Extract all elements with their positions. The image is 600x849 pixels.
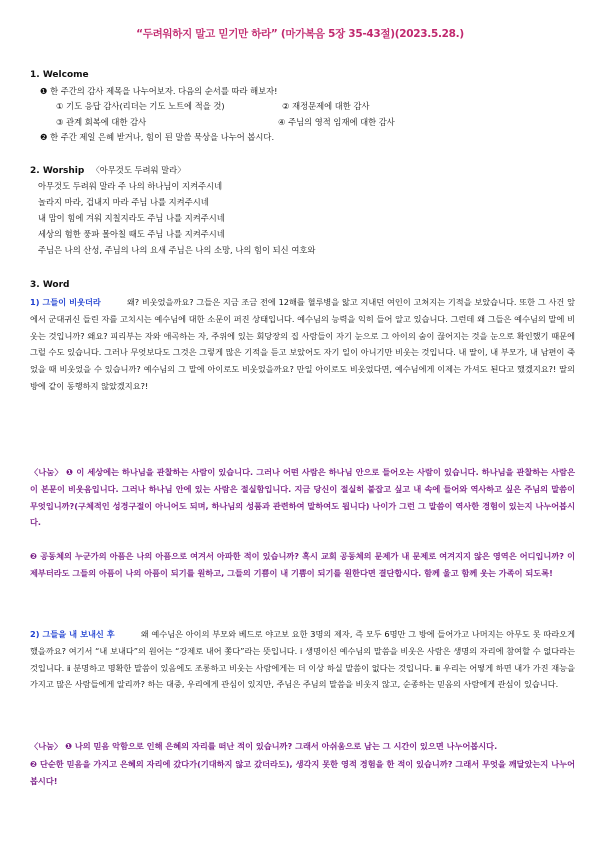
word-point-2-text: 왜 예수님은 아이의 부모와 베드로 야고보 요한 3명의 제자, 즉 모두 6명만 그 방에 들어가고 나머지는 아무도 못 따라오게 했을까요? 여기서 “내 보내다”의 원어는 “강제로 내어 쫓다”라는 뜻입니다. ⅰ 생명이신 예수님의 말씀을 비웃은 사람은 생명의 자리에 참여할 수 없다라는 것입니다. ⅱ 분명하고 명확한 말씀이 있음에도 조롱하고 비웃는 사람에게는 더 이상 하실 말씀이 없다는 것입니다. ⅲ 우리는 어떻게 하면 내가 가진 재능을 가지고 많은 사람들에게 알리까? 하는 대중, 우리에게 관심이 있지만, 주님은 주님의 말씀을 비웃지 않고, 순종하는 믿음의 사람에게 관심이 있습니다. — [30, 629, 575, 690]
worship-song-title: 〈아무것도 두려워 말라〉 — [91, 165, 186, 175]
worship-heading — [30, 164, 186, 176]
welcome-item-2: ❷ 한 주간 제일 은혜 받거나, 힘이 된 말씀 묵상을 나누어 봅시다. — [40, 132, 275, 142]
lyric-line: 내 맘이 힘에 겨워 지칠지라도 주님 나를 지켜주시네 — [38, 213, 225, 223]
sharing-label: 〈나눔〉 — [30, 467, 63, 477]
word-point-1-text: 왜? 비웃었을까요? 그들은 지금 조금 전에 12해를 혈루병을 앓고 지내던 여인이 고쳐지는 기적을 보았습니다. 또한 그 사건 앞에서 군대귀신 들린 자를 고치시는 예수님에 대한 소문이 퍼진 상태입니다. 예수님의 능력을 익히 들어 알고 있습니다. 그런데 왜 그들은 예수님의 말에 비웃는 것입니까? 왜요? 피리부는 자와 애곡하는 자, 주위에 있는 회당장의 집 사람들이 자기 눈으로 그 아이의 숨이 끊어지는 것을 눈으로 확인했기 때문에 그럴 수도 있습니다. 그러나 무엇보다도 그것은 그렇게 많은 기적을 듣고 보았어도 자기 일이 아니기만 비웃는 것입니다. 내 딸이, 내 부모가, 내 남편이 죽었을 때 비웃었을 수 있습니까? 예수님의 그 말에 아이로도 비웃었을까요? 만일 아이로도 비웃었다면, 예수님에게 이제는 가셔도 된다고 했겠지요?! 딸의 방에 같이 동행하지 않았겠지요?! — [30, 297, 575, 391]
word-point-2-title: 2) 그들을 내 보내신 후 — [30, 629, 115, 639]
word-point-1-title: 1) 그들이 비웃더라 — [30, 297, 101, 307]
welcome-heading: 1. Welcome — [30, 70, 89, 80]
sharing-question-1a: ❶ 이 세상에는 하나님을 관찰하는 사람이 있습니다. 그러나 어떤 사람은 하나님 안으로 들어오는 사람이 있습니다. 하나님을 관찰하는 사람은 이 본문이 비웃음입니다. 그러나 하나님 안에 있는 사람은 절실함입니다. 지금 당신이 절실히 붙잡고 싶고 내 속에 들어와 역사하고 싶은 주님의 말씀이 무엇입니까?(구체적인 성경구절이 아니어도 되며, 하나님의 성품과 관련하여 말하여도 됩니다) 나이가 그런 그 말씀이 역사한 경험이 있는지 나누어봅시다. — [30, 467, 575, 528]
sharing-block-1 — [30, 464, 575, 531]
sharing-question-2b: ❷ 단순한 믿음을 가지고 은혜의 자리에 갔다가(기대하지 않고 갔더라도), 생각지 못한 영적 경험을 한 적이 있습니까? 그래서 무엇을 깨달았는지 나누어봅시다! — [30, 759, 575, 786]
lyric-line: 놀라지 마라, 겁내지 마라 주님 나를 지켜주시네 — [38, 197, 209, 207]
welcome-sub-4: ④ 주님의 영적 임재에 대한 감사 — [278, 117, 395, 127]
worship-heading-label: 2. Worship — [30, 166, 85, 176]
word-point-2 — [30, 626, 575, 693]
sharing-block-2 — [30, 738, 575, 755]
sharing-question-1b: ❷ 공동체의 누군가의 아픔은 나의 아픔으로 여겨서 아파한 적이 있습니까? 혹시 교회 공동체의 문제가 내 문제로 여겨지지 않은 영역은 어디입니까? 이제부터라도 그들의 아픔이 나의 아픔이 되기를 원하고, 그들의 기쁨이 내 기쁨이 되기를 원한다면 결단합시다. 함께 울고 함께 웃는 가족이 되도록! — [30, 551, 575, 578]
document-title: “두려워하지 말고 믿기만 하라” (마가복음 5장 35-43절)(2023.5.28.) — [136, 28, 464, 40]
lyric-line: 세상의 험한 풍파 몰아칠 때도 주님 나를 지켜주시네 — [38, 229, 225, 239]
welcome-item-1: ❶ 한 주간의 감사 제목을 나누어보자. 다음의 순서를 따라 해보자! — [40, 86, 278, 96]
welcome-sub-3: ③ 관계 회복에 대한 감사 — [56, 117, 147, 127]
sharing-label: 〈나눔〉 — [30, 741, 63, 751]
sharing-question-2a: ❶ 나의 믿음 악함으로 인해 은혜의 자리를 떠난 적이 있습니까? 그래서 아쉬움으로 남는 그 시간이 있으면 나누어봅시다. — [65, 741, 498, 751]
welcome-sub-1: ① 기도 응답 감사(리더는 기도 노트에 적을 것) — [56, 101, 225, 111]
word-heading: 3. Word — [30, 280, 70, 290]
word-point-1 — [30, 294, 575, 395]
welcome-sub-2: ② 재정문제에 대한 감사 — [282, 101, 370, 111]
lyric-line: 주님은 나의 산성, 주님의 나의 요새 주님은 나의 소망, 나의 힘이 되신 여호와 — [38, 245, 316, 255]
lyric-line: 아무것도 두려워 말라 주 나의 하나님이 지켜주시네 — [38, 181, 223, 191]
